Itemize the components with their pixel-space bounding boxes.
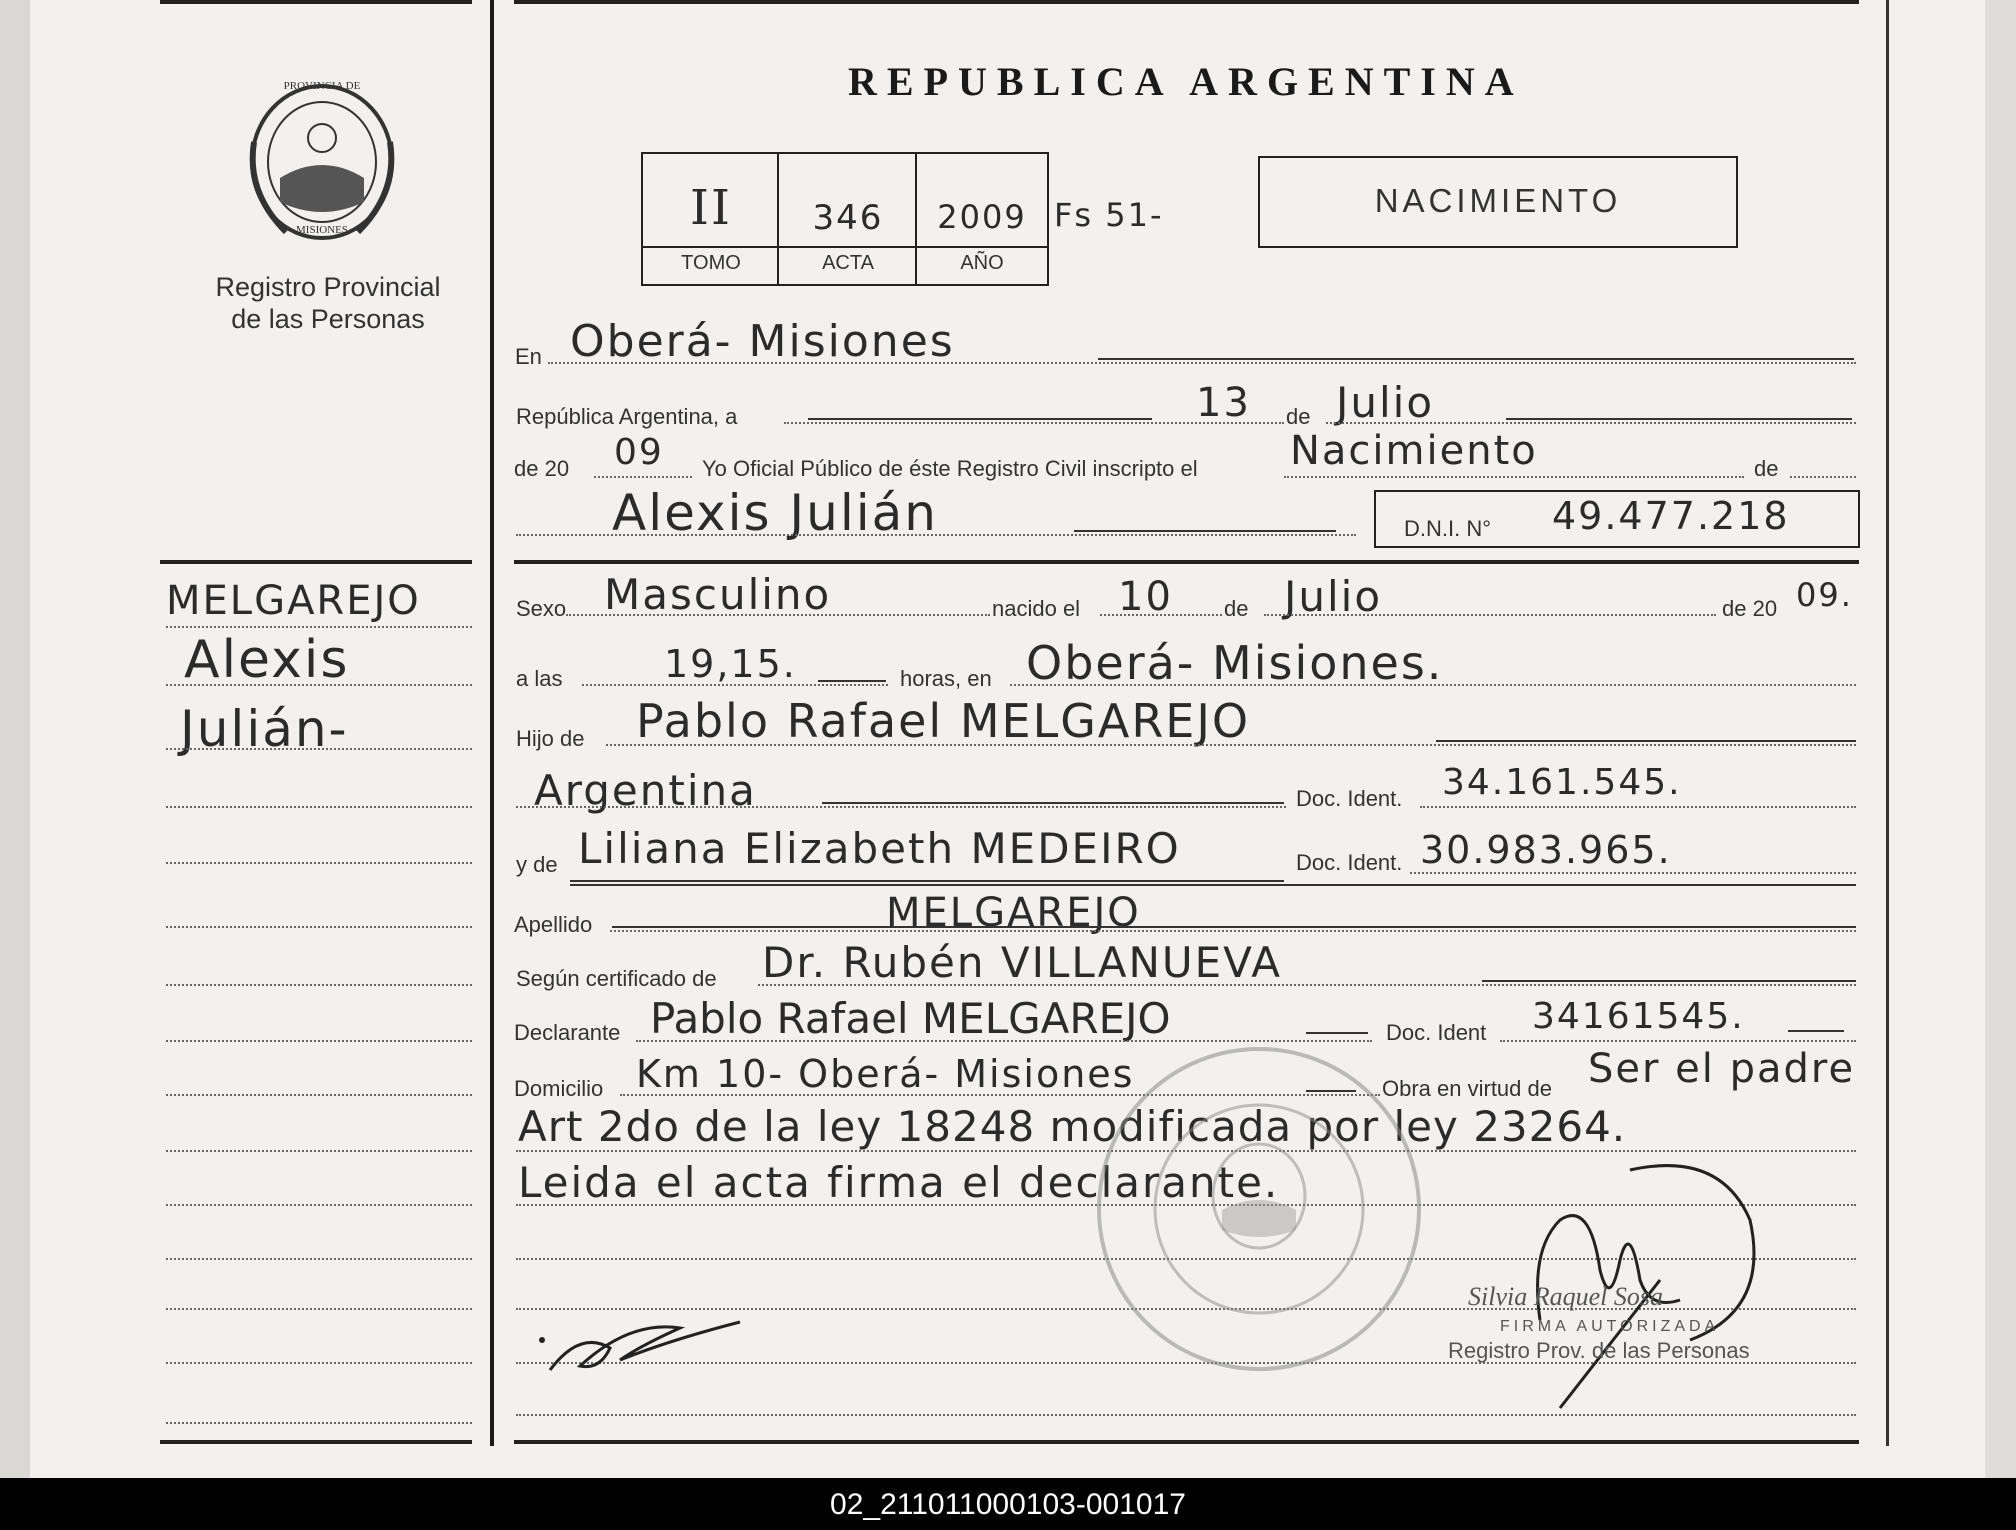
bottom-rule-right (514, 1440, 1859, 1444)
father-doc-value: 34.161.545. (1442, 762, 1682, 803)
obra-label: Obra en virtud de (1382, 1076, 1552, 1101)
birth-month-line (1264, 614, 1716, 616)
margin-line-4 (166, 806, 472, 808)
yde-label: y de (516, 852, 558, 877)
province-seal-icon (246, 82, 398, 244)
inscripto-value: Nacimiento (1290, 428, 1538, 474)
day-value: 13 (1196, 380, 1251, 426)
mother-row-rule (570, 884, 1856, 886)
bottom-rule-left (160, 1440, 472, 1444)
margin-given1: Alexis (184, 630, 350, 690)
de20-label2: de 20 (1722, 596, 1778, 621)
margin-line-5 (166, 862, 472, 864)
hour-line (582, 684, 888, 686)
year-suffix: 09 (614, 432, 664, 473)
margin-line-2 (166, 684, 472, 686)
nacido-label: nacido el (992, 596, 1081, 621)
birth-day-value: 10 (1118, 574, 1173, 620)
record-type: NACIMIENTO (1374, 182, 1622, 219)
dni-box (1374, 490, 1860, 548)
oficial-text: Yo Oficial Público de éste Registro Civil inscripto el (702, 456, 1198, 481)
footer-image-id: 02_211011000103-001017 (830, 1488, 1186, 1521)
apellido-line (610, 930, 1856, 932)
folio-note: Fs 51- (1054, 196, 1164, 234)
month-value: Julio (1336, 378, 1435, 427)
dni-value: 49.477.218 (1552, 494, 1790, 538)
domicilio-label: Domicilio (514, 1076, 604, 1101)
child-name-line (516, 534, 1356, 536)
official-title: FIRMA AUTORIZADA (1500, 1318, 1720, 1335)
official-office: Registro Prov. de las Personas (1448, 1338, 1750, 1363)
birth-day-line (1100, 614, 1222, 616)
place-underline (1098, 358, 1854, 360)
declarante-value: Pablo Rafael MELGAREJO (650, 994, 1171, 1043)
record-label-rule (643, 246, 1047, 248)
nationality-underline (822, 802, 1284, 804)
hour-underline (818, 680, 886, 682)
father-underline (1436, 740, 1856, 742)
obra-value: Ser el padre (1588, 1046, 1856, 1092)
father-nationality: Argentina (534, 766, 757, 815)
record-number-box (641, 152, 1049, 286)
margin-line-6 (166, 926, 472, 928)
right-border (1886, 0, 1889, 1446)
margin-line-11 (166, 1204, 472, 1206)
acta-value: 346 (812, 198, 884, 238)
official-name: Silvia Raquel Sosa (1468, 1282, 1663, 1311)
margin-line-14 (166, 1362, 472, 1364)
inscripto-line (1284, 476, 1744, 478)
child-name-underline (1074, 530, 1336, 532)
anio-label: AÑO (960, 252, 1004, 274)
tomo-value: II (690, 180, 732, 236)
place-value: Oberá- Misiones (570, 316, 955, 367)
margin-line-15 (166, 1422, 472, 1424)
nationality-line (516, 806, 1286, 808)
doc-label3: Doc. Ident (1386, 1020, 1487, 1045)
de-label2: de (1754, 456, 1779, 481)
mother-doc-value: 30.983.965. (1420, 828, 1672, 872)
rep-label: República Argentina, a (516, 404, 738, 429)
child-name-value: Alexis Julián (612, 484, 938, 542)
day-underline (808, 418, 1152, 420)
de20-label: de 20 (514, 456, 570, 481)
certificado-underline (1482, 980, 1856, 982)
registry-name-line2: de las Personas (231, 304, 425, 334)
year-line (594, 476, 692, 478)
page-left-edge (0, 0, 30, 1478)
birth-place-line (1010, 684, 1856, 686)
declarant-signature-icon (540, 1300, 750, 1380)
declarante-doc-line (1500, 1040, 1856, 1042)
page-right-edge (1985, 0, 2016, 1478)
sexo-value: Masculino (604, 570, 832, 619)
hijo-label: Hijo de (516, 726, 585, 751)
certificado-line (758, 984, 1856, 986)
place-line (548, 362, 1856, 364)
margin-separator-rule (160, 560, 472, 564)
de-label3: de (1224, 596, 1249, 621)
month-line (1326, 422, 1856, 424)
margin-line-3 (166, 748, 472, 750)
tomo-label: TOMO (681, 252, 741, 274)
leida-line: Leida el acta firma el declarante. (518, 1158, 1280, 1207)
doc-label: Doc. Ident. (1296, 786, 1403, 811)
margin-surname: MELGAREJO (166, 578, 421, 624)
father-doc-line (1420, 806, 1856, 808)
alas-label: a las (516, 666, 563, 691)
column-divider (490, 0, 494, 1446)
acta-label: ACTA (822, 252, 874, 274)
margin-line-9 (166, 1094, 472, 1096)
margin-line-7 (166, 984, 472, 986)
declarante-doc-underline (1788, 1030, 1844, 1032)
birth-place-value: Oberá- Misiones. (1026, 636, 1444, 690)
margin-given2: Julián- (180, 700, 349, 758)
page-title: REPUBLICA ARGENTINA (848, 59, 1524, 104)
father-line (606, 744, 1856, 746)
dni-label: D.N.I. N° (1404, 516, 1492, 541)
top-rule-left (160, 0, 472, 4)
hour-value: 19,15. (664, 642, 797, 686)
declarante-label: Declarante (514, 1020, 621, 1045)
seal-top-text: PROVINCIA DE (283, 80, 361, 92)
margin-line-10 (166, 1150, 472, 1152)
certificado-value: Dr. Rubén VILLANUEVA (762, 938, 1282, 987)
apellido-underline (612, 926, 1856, 928)
art-line: Art 2do de la ley 18248 modificada por ley 23264. (518, 1102, 1627, 1151)
birth-month-value: Julio (1284, 572, 1383, 621)
month-underline (1506, 418, 1852, 420)
de-label: de (1286, 404, 1311, 429)
footer-bar (0, 1478, 2016, 1530)
seal-bottom-text: MISIONES (296, 224, 348, 236)
birth-year-suffix: 09. (1796, 576, 1853, 614)
margin-line-12 (166, 1258, 472, 1260)
registry-stamp-icon (1092, 1040, 1426, 1378)
segun-label: Según certificado de (516, 966, 717, 991)
horas-label: horas, en (900, 666, 992, 691)
father-value: Pablo Rafael MELGAREJO (636, 694, 1251, 748)
en-label: En (515, 344, 542, 369)
top-rule-right (514, 0, 1859, 4)
domicilio-value: Km 10- Oberá- Misiones (636, 1052, 1135, 1096)
mother-doc-line (1410, 872, 1856, 874)
declarante-underline (1306, 1032, 1368, 1034)
margin-line-1 (166, 626, 472, 628)
de-line2 (1790, 476, 1856, 478)
form-separator-rule (514, 560, 1859, 564)
anio-value: 2009 (937, 198, 1027, 236)
doc-label2: Doc. Ident. (1296, 850, 1403, 875)
margin-line-13 (166, 1308, 472, 1310)
registry-name-line1: Registro Provincial (215, 272, 441, 302)
sexo-line (566, 614, 990, 616)
apellido-value: MELGAREJO (886, 890, 1141, 936)
mother-value: Liliana Elizabeth MEDEIRO (578, 824, 1181, 873)
mother-underline (570, 880, 1284, 882)
apellido-label: Apellido (514, 912, 593, 937)
declarante-doc-value: 34161545. (1532, 996, 1745, 1037)
margin-line-8 (166, 1040, 472, 1042)
empty-line-4 (516, 1414, 1856, 1416)
record-type-box (1258, 156, 1738, 248)
sexo-label: Sexo (516, 596, 567, 621)
